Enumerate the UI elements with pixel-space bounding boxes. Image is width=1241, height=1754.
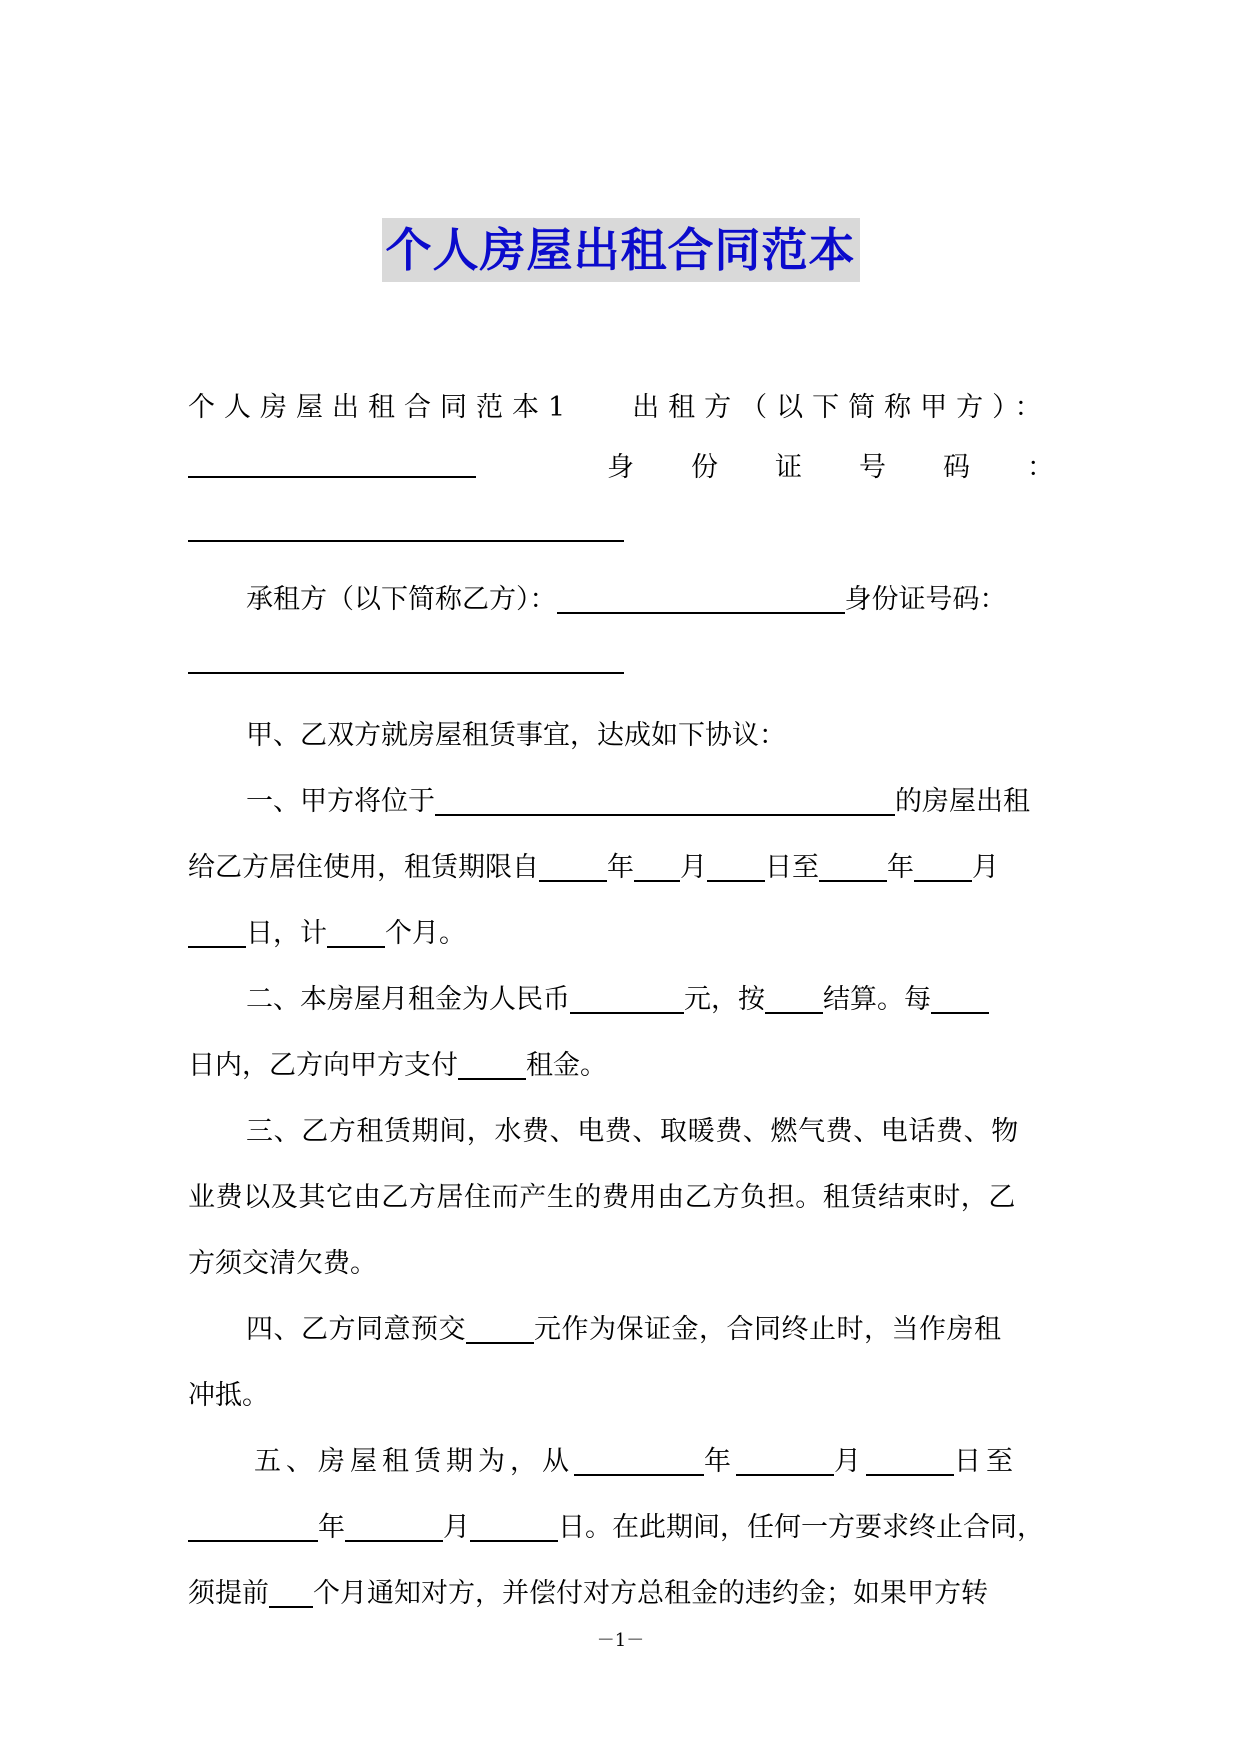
start-year-blank — [539, 852, 607, 882]
line-5 — [188, 640, 1054, 680]
line-1 — [188, 388, 1054, 428]
year-label: 年 — [607, 852, 634, 883]
term-start-day-blank — [866, 1446, 954, 1476]
deposit-blank — [466, 1314, 534, 1344]
line-4 — [246, 580, 1112, 620]
clause-2-text: 二、本房屋月租金为人民币 — [246, 984, 570, 1015]
lessor-id-label: 身份证号码： — [607, 452, 1111, 483]
day-to-label: 日至 — [765, 852, 819, 883]
line-2 — [188, 448, 1111, 488]
settlement-label: 结算。每 — [823, 984, 931, 1015]
notice-months-blank — [269, 1578, 313, 1608]
line-12 — [246, 1112, 1112, 1152]
lessor-name-blank — [188, 448, 476, 478]
penalty-text: 个月通知对方，并偿付对方总租金的违约金；如果甲方转 — [313, 1578, 988, 1609]
end-day-blank — [188, 918, 246, 948]
lessee-id-blank — [188, 644, 624, 674]
document-title: 个人房屋出租合同范本 — [382, 218, 860, 282]
year-label: 年 — [318, 1512, 345, 1543]
yuan-label: 元，按 — [684, 984, 765, 1015]
months-count-blank — [327, 918, 385, 948]
line-18 — [188, 1508, 1054, 1548]
rent-amount-blank — [570, 984, 684, 1014]
term-end-day-blank — [470, 1512, 558, 1542]
line-19 — [188, 1574, 1054, 1614]
agreement-intro: 甲、乙双方就房屋租赁事宜，达成如下协议： — [246, 720, 786, 751]
payment-amount-blank — [458, 1050, 526, 1080]
line-11 — [188, 1046, 1054, 1086]
line-16 — [188, 1376, 1054, 1416]
day-to-label: 日至 — [954, 1446, 1018, 1477]
line-7 — [246, 782, 1112, 822]
line-9 — [188, 914, 1054, 954]
settlement-blank — [765, 984, 823, 1014]
page-number: －1－ — [596, 1630, 645, 1651]
start-month-blank — [634, 852, 680, 882]
term-start-month-blank — [736, 1446, 834, 1476]
termination-text: 日。在此期间，任何一方要求终止合同， — [558, 1512, 1044, 1543]
day-total-label: 日，计 — [246, 918, 327, 949]
line-13 — [188, 1178, 1054, 1218]
clause-5-text: 五、房屋租赁期为，从 — [254, 1446, 574, 1477]
lessee-label: 承租方（以下简称乙方）： — [246, 584, 557, 615]
month-label: 月 — [443, 1512, 470, 1543]
clause-4-rest: 元作为保证金，合同终止时，当作房租 — [534, 1314, 1002, 1345]
term-end-month-blank — [345, 1512, 443, 1542]
year-label: 年 — [887, 852, 914, 883]
month-label: 月 — [680, 852, 707, 883]
clause-3-line-3: 方须交清欠费。 — [188, 1248, 377, 1279]
line-10 — [246, 980, 1112, 1020]
term-end-year-blank — [188, 1512, 318, 1542]
lessee-id-label: 身份证号码： — [844, 584, 1007, 615]
clause-3-line-1: 三、乙方租赁期间，水费、电费、取暖费、燃气费、电话费、物 — [246, 1116, 1019, 1147]
lessor-id-blank — [188, 512, 624, 542]
rent-label: 租金。 — [526, 1050, 607, 1081]
month-label: 月 — [834, 1446, 866, 1477]
payment-period-blank — [931, 984, 989, 1014]
notice-text: 须提前 — [188, 1578, 269, 1609]
clause-1-text: 给乙方居住使用，租赁期限自 — [188, 852, 539, 883]
line-6 — [246, 716, 1112, 756]
line-15 — [246, 1310, 1112, 1350]
end-month-blank — [914, 852, 972, 882]
term-start-year-blank — [574, 1446, 704, 1476]
line-3 — [188, 508, 1054, 548]
clause-4-end: 冲抵。 — [188, 1380, 269, 1411]
line-14 — [188, 1244, 1054, 1284]
property-address-blank — [435, 786, 895, 816]
payment-text: 日内，乙方向甲方支付 — [188, 1050, 458, 1081]
start-day-blank — [707, 852, 765, 882]
lessee-name-blank — [557, 584, 845, 614]
line-17 — [254, 1442, 1120, 1482]
clause-1-part-a: 一、甲方将位于 — [246, 786, 435, 817]
clause-3-line-2: 业费以及其它由乙方居住而产生的费用由乙方负担。租赁结束时，乙 — [188, 1182, 1016, 1213]
line-8 — [188, 848, 1054, 888]
month-label: 月 — [972, 852, 999, 883]
end-year-blank — [819, 852, 887, 882]
contract-heading: 个人房屋出租合同范本1 — [188, 392, 575, 423]
title-wrap — [0, 218, 1241, 282]
clause-1-part-b: 的房屋出租 — [895, 786, 1030, 817]
lessor-label: 出租方（以下简称甲方）： — [632, 392, 1051, 423]
clause-4-text: 四、乙方同意预交 — [246, 1314, 466, 1345]
year-label: 年 — [704, 1446, 736, 1477]
months-label: 个月。 — [385, 918, 466, 949]
